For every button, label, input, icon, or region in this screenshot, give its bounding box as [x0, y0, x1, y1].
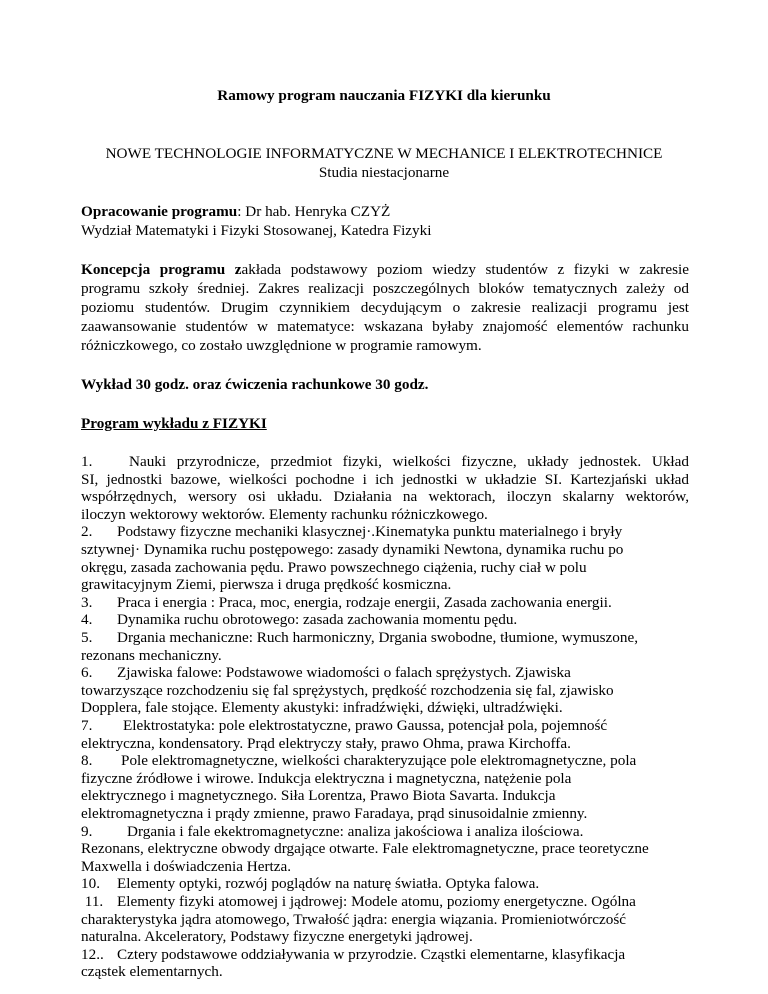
concept-line-3: poziomu studentów. Drugim czynnikiem decydującym o zakresie realizacji programu jest [81, 299, 689, 316]
authoring-label: Opracowanie programu [81, 203, 238, 220]
concept-line-2: programu szkoły średniej. Zakres realizacji poszczególnych bloków tematycznych zależy od [81, 280, 689, 297]
list-item-8-line-2: fizyczne źródłowe i wirowe. Indukcja elektryczna i magnetyczna, natężenie pola [81, 769, 572, 787]
list-item-number: 4. [81, 611, 93, 629]
list-item-2-line-3: okręgu, zasada zachowania pędu. Prawo powszechnego ciążenia, ruchy ciał w polu [81, 558, 587, 576]
list-item-number: 10. [81, 875, 100, 893]
list-item-8-line-3: elektrycznego i magnetycznego. Siła Lorentza, Prawo Biota Savarta. Indukcja [81, 787, 556, 805]
list-item-9-line-1: 9. Drgania i fale ekektromagnetyczne: analiza jakościowa i analiza ilościowa. [81, 822, 584, 840]
concept-line-1: Koncepcja programu zakłada podstawowy poziom wiedzy studentów z fizyki w zakresie [81, 261, 689, 278]
list-item-5-line-2: rezonans mechaniczny. [81, 646, 222, 664]
authoring-line [81, 202, 390, 221]
list-item-12-line-1: 12.. Cztery podstawowe oddziaływania w przyrodzie. Cząstki elementarne, klasyfikacja [81, 945, 626, 963]
list-item-11-line-1: 11. Elementy fizyki atomowej i jądrowej: Modele atomu, poziomy energetyczne. Ogólna [81, 893, 636, 910]
list-item-6-line-1: 6. Zjawiska falowe: Podstawowe wiadomości o falach sprężystych. Zjawiska [81, 664, 571, 682]
list-item-11-line-2: charakterystyka jądra atomowego, Trwałość jądra: energia wiązania. Promieniotwórczość [81, 910, 627, 928]
list-item-1-line-1: 1. Nauki przyrodnicze, przedmiot fizyki, wielkości fizyczne, układy jednostek. Układ [81, 453, 689, 470]
list-item-10-line-1: 10. Elementy optyki, rozwój poglądów na naturę światła. Optyka falowa. [81, 875, 540, 893]
list-item-1-line-4: iloczyn wektorowy wektorów. Elementy rachunku różniczkowego. [81, 505, 488, 523]
course-name: NOWE TECHNOLOGIE INFORMATYCZNE W MECHANICE I ELEKTROTECHNICE [105, 145, 663, 162]
lecture-heading: Program wykładu z FIZYKI [81, 415, 267, 432]
list-item-11-line-3: naturalna. Akceleratory, Podstawy fizyczne energetyki jądrowej. [81, 928, 473, 946]
list-item-2-line-2: sztywnej· Dynamika ruchu postępowego: zasady dynamiki Newtona, dynamika ruchu po [81, 541, 624, 558]
list-item-number: 1. [81, 453, 93, 470]
list-item-7-line-1: 7. Elektrostatyka: pole elektrostatyczne, prawo Gaussa, potencjał pola, pojemność [81, 717, 608, 734]
authoring-department: Wydział Matematyki i Fizyki Stosowanej, Katedra Fizyki [81, 222, 432, 239]
list-item-9-line-3: Maxwella i doświadczenia Hertza. [81, 857, 291, 875]
list-item-8-line-1: 8. Pole elektromagnetyczne, wielkości charakteryzujące pole elektromagnetyczne, pola [81, 752, 637, 770]
list-item-4-line-1: 4. Dynamika ruchu obrotowego: zasada zachowania momentu pędu. [81, 611, 518, 629]
list-item-12-line-2: cząstek elementarnych. [81, 963, 223, 981]
list-item-number: 5. [81, 629, 93, 646]
list-item-number: 8. [81, 752, 93, 770]
course-mode: Studia niestacjonarne [318, 164, 450, 181]
list-item-number: 2. [81, 523, 93, 541]
document-title: Ramowy program nauczania FIZYKI dla kierunku [217, 87, 551, 104]
list-item-number: 3. [81, 593, 93, 611]
concept-line-5: różniczkowego, co zostało uwzględnione w programie ramowym. [81, 337, 482, 354]
list-item-number: 6. [81, 664, 93, 682]
list-item-2-line-4: grawitacyjnym Ziemi, pierwsza i druga prędkość kosmiczna. [81, 576, 452, 594]
list-item-9-line-2: Rezonans, elektryczne obwody drgające otwarte. Fale elektromagnetyczne, prace teoretyczne [81, 840, 649, 858]
concept-line-4: zaawansowanie studentów w matematyce: wskazana byłaby znajomość elementów rachunku [81, 318, 689, 335]
list-item-1-line-2: SI, jednostki bazowe, wielkości pochodne i ich jednostki w układzie SI. Kartezjański układ [81, 470, 689, 488]
list-item-1-line-3: współrzędnych, wersory osi układu. Działania na wektorach, iloczyn skalarny wektorów, [81, 488, 689, 506]
list-item-6-line-3: Dopplera, fale stojące. Elementy akustyki: infradźwięki, dźwięki, ultradźwięki. [81, 699, 563, 717]
list-item-number: 7. [81, 717, 93, 734]
list-item-6-line-2: towarzyszące rozchodzeniu się fal sprężystych, prędkość rozchodzenia się fal, zjawisko [81, 681, 614, 699]
list-item-5-line-1: 5. Drgania mechaniczne: Ruch harmoniczny, Drgania swobodne, tłumione, wymuszone, [81, 629, 639, 646]
list-item-8-line-4: elektromagnetyczna i prądy zmienne, prawo Faradaya, prąd sinusoidalnie zmienny. [81, 805, 588, 822]
list-item-number: 9. [81, 822, 93, 840]
authoring-author: : Dr hab. Henryka CZYŻ [237, 203, 391, 220]
list-item-3-line-1: 3. Praca i energia : Praca, moc, energia, rodzaje energii, Zasada zachowania energii. [81, 593, 612, 611]
list-item-number: 11. [81, 893, 104, 910]
list-item-7-line-2: elektryczna, kondensatory. Prąd elektryczy stały, prawo Ohma, prawa Kirchoffa. [81, 734, 571, 752]
hours-line: Wykład 30 godz. oraz ćwiczenia rachunkowe 30 godz. [81, 376, 429, 393]
list-item-number: 12.. [81, 945, 104, 963]
concept-label: Koncepcja programu [81, 261, 226, 278]
list-item-2-line-1: 2. Podstawy fizyczne mechaniki klasycznej·.Kinematyka punktu materialnego i bryły [81, 523, 623, 541]
